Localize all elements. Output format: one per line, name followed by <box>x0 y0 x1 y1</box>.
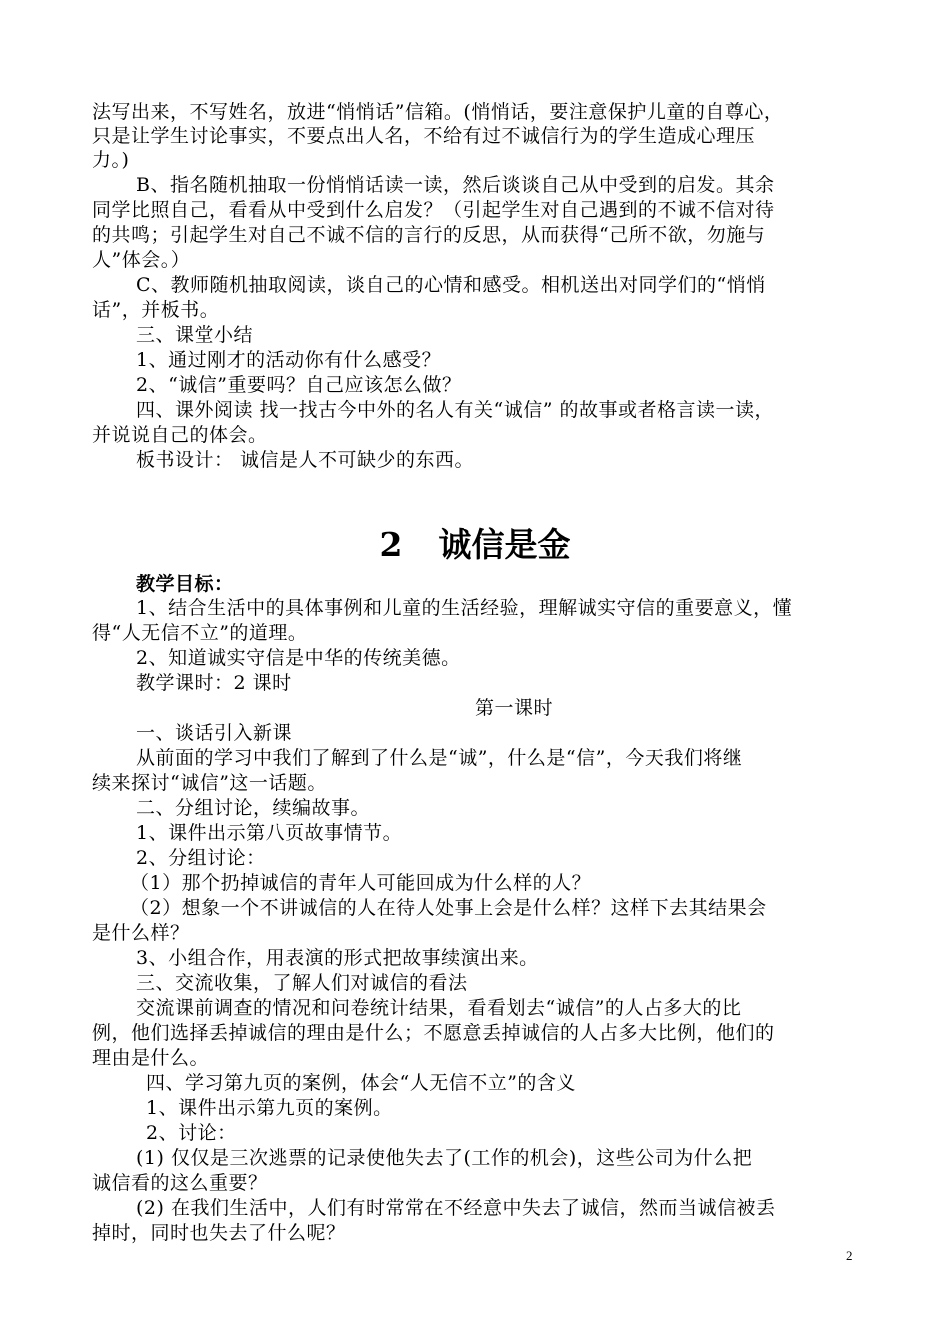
paragraph-line: 例，他们选择丢掉诚信的理由是什么；不愿意丢掉诚信的人占多大比例，他们的 <box>92 1022 775 1044</box>
section-heading: 三、交流收集，了解人们对诚信的看法 <box>136 972 468 994</box>
paragraph-line: 是什么样？ <box>92 922 190 944</box>
paragraph-line: 只是让学生讨论事实，不要点出人名，不给有过不诚信行为的学生造成心理压 <box>92 125 756 147</box>
paragraph-line: 话”，并板书。 <box>92 299 220 321</box>
paragraph-line: B、指名随机抽取一份悄悄话读一读，然后谈谈自己从中受到的启发。其余 <box>136 174 775 196</box>
paragraph-line: 2、“诚信”重要吗？自己应该怎么做？ <box>136 374 462 396</box>
board-design-line: 板书设计： 诚信是人不可缺少的东西。 <box>136 449 475 471</box>
paragraph-line: 3、小组合作，用表演的形式把故事续演出来。 <box>136 947 539 969</box>
paragraph-line: 2、讨论： <box>146 1122 237 1144</box>
paragraph-line: 人”体会。） <box>92 249 191 271</box>
paragraph-line: 2、知道诚实守信是中华的传统美德。 <box>136 647 461 669</box>
section-heading: 四、课外阅读 找一找古今中外的名人有关“诚信” 的故事或者格言读一读， <box>136 399 775 421</box>
paragraph-line: 力。) <box>92 149 130 171</box>
lesson-title <box>0 523 950 567</box>
paragraph-line: C、教师随机抽取阅读，谈自己的心情和感受。相机送出对同学们的“悄悄 <box>136 274 766 296</box>
section-heading: 三、课堂小结 <box>136 324 254 346</box>
section-heading: 一、谈话引入新课 <box>136 722 293 744</box>
period-heading: 第一课时 <box>475 697 554 719</box>
paragraph-line: 掉时，同时也失去了什么呢？ <box>92 1222 346 1244</box>
page-number: 2 <box>846 1248 853 1263</box>
paragraph-line: 2、分组讨论： <box>136 847 266 869</box>
paragraph-line: 法写出来，不写姓名，放进“悄悄话”信箱。(悄悄话，要注意保护儿童的自尊心， <box>92 101 784 123</box>
paragraph-line: 1、结合生活中的具体事例和儿童的生活经验，理解诚实守信的重要意义，懂 <box>136 597 793 619</box>
section-heading: 二、分组讨论，续编故事。 <box>136 797 371 819</box>
paragraph-line: 交流课前调查的情况和问卷统计结果，看看划去“诚信”的人占多大的比 <box>136 997 742 1019</box>
paragraph-line: 1、课件出示第九页的案例。 <box>146 1097 393 1119</box>
paragraph-line: 教学课时：2 课时 <box>136 672 292 694</box>
section-heading: 四、学习第九页的案例，体会“人无信不立”的含义 <box>146 1072 576 1094</box>
paragraph-line: 诚信看的这么重要？ <box>92 1172 268 1194</box>
teaching-goals-heading: 教学目标： <box>136 573 234 595</box>
paragraph-line: 1、通过刚才的活动你有什么感受？ <box>136 349 442 371</box>
paragraph-line: 并说说自己的体会。 <box>92 424 268 446</box>
paragraph-line: 同学比照自己，看看从中受到什么启发？（引起学生对自己遇到的不诚不信对待 <box>92 199 775 221</box>
paragraph-line: 1、课件出示第八页故事情节。 <box>136 822 403 844</box>
lesson-number: 2 <box>379 525 403 564</box>
paragraph-line: （1）那个扔掉诚信的青年人可能回成为什么样的人？ <box>130 872 592 894</box>
paragraph-line: （2）想象一个不讲诚信的人在待人处事上会是什么样？这样下去其结果会 <box>130 897 767 919</box>
paragraph-line: 得“人无信不立”的道理。 <box>92 622 308 644</box>
paragraph-line: 续来探讨“诚信”这一话题。 <box>92 772 327 794</box>
lesson-title-text: 诚信是金 <box>438 525 571 564</box>
paragraph-line: 理由是什么。 <box>92 1047 210 1069</box>
paragraph-line: (2) 在我们生活中，人们有时常常在不经意中失去了诚信，然而当诚信被丢 <box>136 1197 776 1219</box>
paragraph-line: (1) 仅仅是三次逃票的记录使他失去了(工作的机会)，这些公司为什么把 <box>136 1147 753 1169</box>
paragraph-line: 的共鸣；引起学生对自己不诚不信的言行的反思，从而获得“己所不欲，勿施与 <box>92 224 766 246</box>
paragraph-line: 从前面的学习中我们了解到了什么是“诚”，什么是“信”，今天我们将继 <box>136 747 743 769</box>
